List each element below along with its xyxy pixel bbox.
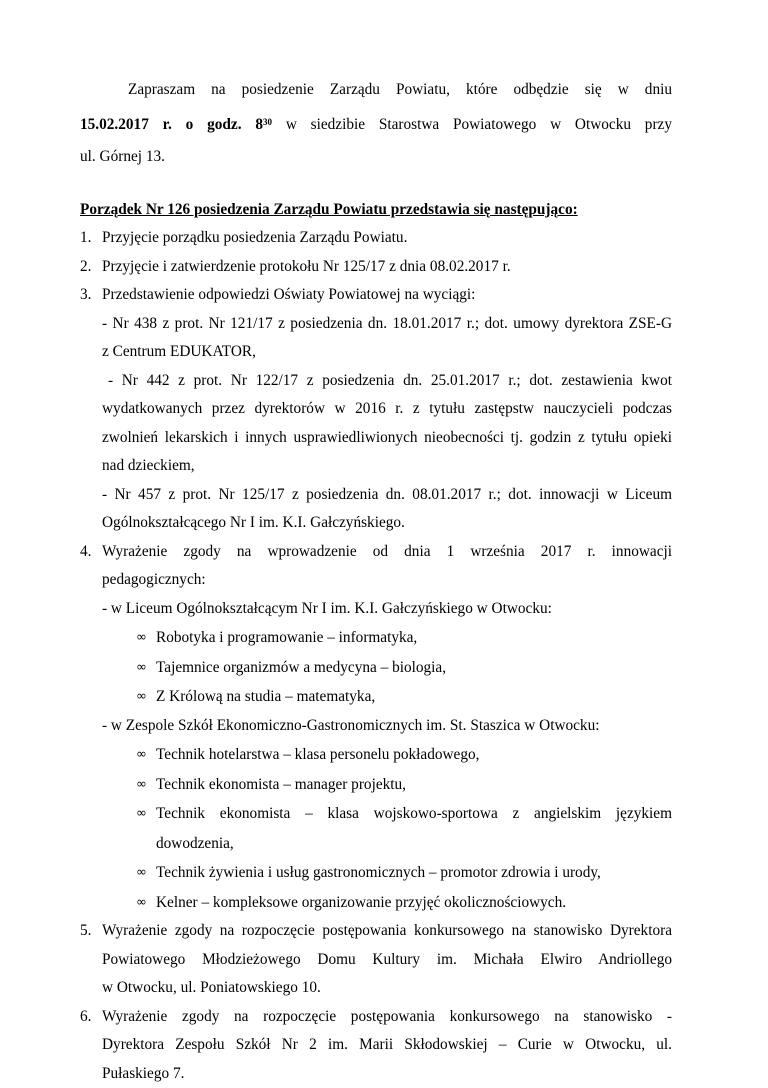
innovation-bullet [102,858,672,888]
agenda-item-text: Przyjęcie i zatwierdzenie protokołu Nr 125/17 z dnia 08.02.2017 r. [102,258,511,275]
agenda-item-text-line-1: Wyrażenie zgody na wprowadzenie od dnia 1 września 2017 r. innowacji [102,538,672,567]
innovation-bullet [102,770,672,800]
infinity-bullet-icon: ∞ [136,653,147,683]
excerpt-438-line-2: z Centrum EDUKATOR, [102,338,672,367]
agenda-item-text-line-2: pedagogicznych: [102,566,672,595]
innovation-bullet [102,888,672,918]
intro-line-2-rest: w siedzibie Starostwa Powiatowego w Otwocku przy [286,116,672,133]
meeting-time-minutes: 30 [263,117,272,127]
agenda-item-number: 2. [80,253,91,282]
innovation-bullet [102,799,672,829]
agenda-item-text: Przyjęcie porządku posiedzenia Zarządu Powiatu. [102,229,407,246]
innovation-text: Robotyka i programowanie – informatyka, [156,629,417,646]
document-page [80,72,672,1088]
infinity-bullet-icon: ∞ [136,888,147,918]
infinity-bullet-icon: ∞ [136,770,147,800]
agenda-item-5 [80,917,672,1003]
school-zseg-heading: - w Zespole Szkół Ekonomiczno-Gastronomicznych im. St. Staszica w Otwocku: [102,712,672,741]
innovation-text: Technik ekonomista – manager projektu, [156,776,406,793]
school-lo-heading: - w Liceum Ogólnokształcącym Nr I im. K.I. Gałczyńskiego w Otwocku: [102,595,672,624]
intro-line-2 [80,107,672,142]
agenda-item-number: 4. [80,538,91,567]
innovation-text: Tajemnice organizmów a medycyna – biologia, [156,659,446,676]
excerpt-457-line-2: Ogólnokształcącego Nr I im. K.I. Gałczyńskiego. [102,509,672,538]
innovation-bullet [102,682,672,712]
excerpt-442-line-3: zwolnień lekarskich i innych usprawiedliwionych nieobecności tj. godzin z tytułu opieki [102,424,672,453]
infinity-bullet-icon: ∞ [136,858,147,888]
excerpt-442-line-4: nad dzieckiem, [102,452,672,481]
innovation-text: Technik żywienia i usług gastronomicznych – promotor zdrowia i urody, [156,864,601,881]
infinity-bullet-icon: ∞ [136,623,147,653]
agenda-item-text-line-3: Pułaskiego 7. [102,1060,672,1088]
infinity-bullet-icon: ∞ [136,799,147,829]
agenda-item-text-line-2: Powiatowego Młodzieżowego Domu Kultury im. Michała Elwiro Andriollego [102,946,672,975]
infinity-bullet-icon: ∞ [136,740,147,770]
agenda-item-1 [80,224,672,253]
excerpt-442-line-2: wydatkowanych przez dyrektorów w 2016 r. z tytułu zastępstw nauczycieli podczas [102,395,672,424]
agenda-item-number: 3. [80,281,91,310]
excerpt-457-line-1: - Nr 457 z prot. Nr 125/17 z posiedzenia dn. 08.01.2017 r.; dot. innowacji w Liceum [102,481,672,510]
infinity-bullet-icon: ∞ [136,682,147,712]
innovation-bullet [102,653,672,683]
agenda-heading: Porządek Nr 126 posiedzenia Zarządu Powiatu przedstawia się następująco: [80,196,672,224]
meeting-date-time: 15.02.2017 r. o godz. 8 [80,116,263,133]
agenda-item-text: Przedstawienie odpowiedzi Oświaty Powiatowej na wyciągi: [102,286,475,303]
agenda-item-number: 5. [80,917,91,946]
innovation-text: Z Królową na studia – matematyka, [156,688,375,705]
excerpt-442-line-1: - Nr 442 z prot. Nr 122/17 z posiedzenia dn. 25.01.2017 r.; dot. zestawienia kwot [102,367,672,396]
agenda-item-3 [80,281,672,538]
intro-line-3: ul. Górnej 13. [80,142,672,172]
innovation-bullet [102,623,672,653]
agenda-item-6 [80,1003,672,1088]
innovation-text: Technik hotelarstwa – klasa personelu pokładowego, [156,746,479,763]
innovation-text-continuation: dowodzenia, [102,829,672,859]
excerpt-438-line-1: - Nr 438 z prot. Nr 121/17 z posiedzenia dn. 18.01.2017 r.; dot. umowy dyrektora ZSE-G [102,310,672,339]
agenda-item-text-line-3: w Otwocku, ul. Poniatowskiego 10. [102,974,672,1003]
innovation-text: Technik ekonomista – klasa wojskowo-sportowa z angielskim językiem [156,805,672,822]
agenda-item-2 [80,253,672,282]
innovation-bullet [102,740,672,770]
intro-line-1: Zapraszam na posiedzenie Zarządu Powiatu, które odbędzie się w dniu [80,72,672,107]
agenda-item-number: 6. [80,1003,91,1032]
agenda-item-text-line-2: Dyrektora Zespołu Szkół Nr 2 im. Marii Skłodowskiej – Curie w Otwocku, ul. [102,1031,672,1060]
agenda-item-number: 1. [80,224,91,253]
agenda-item-4 [80,538,672,918]
agenda-item-text-line-1: Wyrażenie zgody na rozpoczęcie postępowania konkursowego na stanowisko - [102,1003,672,1032]
innovation-text: Kelner – kompleksowe organizowanie przyjęć okolicznościowych. [156,894,566,911]
agenda-item-text-line-1: Wyrażenie zgody na rozpoczęcie postępowania konkursowego na stanowisko Dyrektora [102,917,672,946]
